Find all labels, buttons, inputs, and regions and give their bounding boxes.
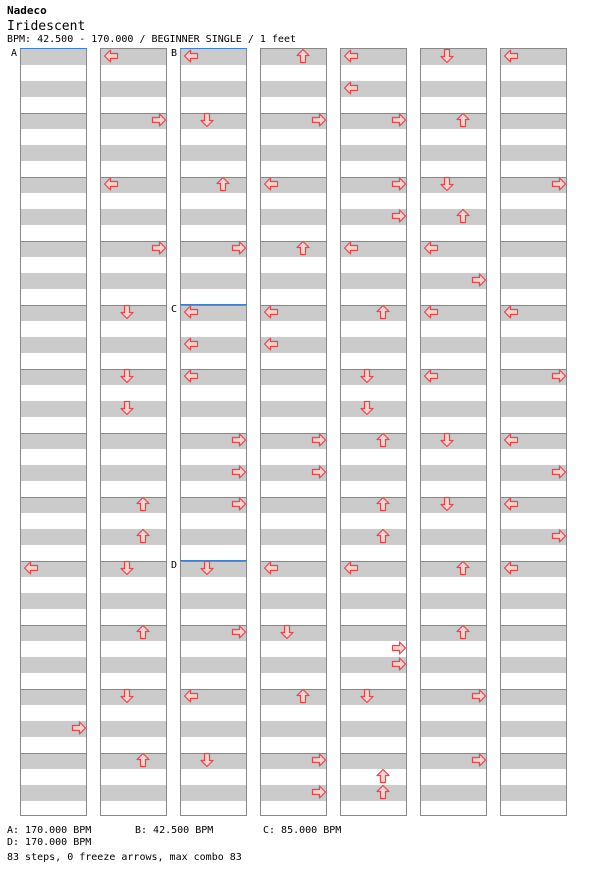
- beat-band: [501, 145, 566, 161]
- beat-band: [501, 113, 566, 129]
- beat-band: [341, 753, 406, 769]
- up-arrow-icon: [295, 48, 311, 64]
- beat-band: [181, 785, 246, 801]
- beat-band: [341, 785, 406, 801]
- down-arrow-icon: [359, 400, 375, 416]
- measure-line: [21, 625, 86, 626]
- left-arrow-icon: [183, 48, 199, 64]
- beat-band: [421, 113, 486, 129]
- beat-band: [501, 625, 566, 641]
- left-arrow-icon: [423, 304, 439, 320]
- beat-band: [21, 497, 86, 513]
- down-arrow-icon: [439, 48, 455, 64]
- beat-band: [421, 401, 486, 417]
- down-arrow-icon: [119, 304, 135, 320]
- up-arrow-icon: [455, 112, 471, 128]
- beat-band: [181, 529, 246, 545]
- beat-band: [21, 305, 86, 321]
- left-arrow-icon: [343, 240, 359, 256]
- right-arrow-icon: [231, 496, 247, 512]
- down-arrow-icon: [119, 368, 135, 384]
- measure-line: [341, 433, 406, 434]
- right-arrow-icon: [391, 176, 407, 192]
- beat-band: [261, 241, 326, 257]
- beat-band: [421, 465, 486, 481]
- left-arrow-icon: [263, 176, 279, 192]
- beat-band: [181, 657, 246, 673]
- beat-band: [101, 81, 166, 97]
- beat-band: [21, 433, 86, 449]
- measure-line: [261, 369, 326, 370]
- bpm-a-label: A: 170.000 BPM: [7, 825, 92, 836]
- beat-band: [261, 721, 326, 737]
- right-arrow-icon: [551, 528, 567, 544]
- beat-band: [261, 81, 326, 97]
- beat-band: [21, 337, 86, 353]
- bpm-c-label: C: 85.000 BPM: [263, 825, 342, 836]
- left-arrow-icon: [103, 176, 119, 192]
- beat-band: [21, 465, 86, 481]
- up-arrow-icon: [295, 240, 311, 256]
- left-arrow-icon: [263, 560, 279, 576]
- beat-band: [101, 753, 166, 769]
- left-arrow-icon: [343, 560, 359, 576]
- right-arrow-icon: [231, 464, 247, 480]
- left-arrow-icon: [423, 240, 439, 256]
- beat-band: [421, 657, 486, 673]
- right-arrow-icon: [231, 624, 247, 640]
- beat-band: [501, 273, 566, 289]
- up-arrow-icon: [135, 752, 151, 768]
- beat-band: [261, 689, 326, 705]
- right-arrow-icon: [551, 464, 567, 480]
- measure-line: [341, 497, 406, 498]
- bpm-section-marker: D: [171, 560, 178, 571]
- beat-band: [181, 721, 246, 737]
- beat-band: [181, 209, 246, 225]
- measure-line: [101, 497, 166, 498]
- up-arrow-icon: [455, 624, 471, 640]
- measure-line: [501, 113, 566, 114]
- down-arrow-icon: [119, 688, 135, 704]
- beat-band: [341, 337, 406, 353]
- measure-line: [21, 433, 86, 434]
- left-arrow-icon: [183, 304, 199, 320]
- right-arrow-icon: [311, 784, 327, 800]
- beat-band: [501, 689, 566, 705]
- right-arrow-icon: [311, 112, 327, 128]
- bpm-section-marker: B: [171, 48, 178, 59]
- left-arrow-icon: [183, 368, 199, 384]
- measure-line: [421, 625, 486, 626]
- measure-line: [21, 113, 86, 114]
- measure-line: [341, 305, 406, 306]
- beat-band: [101, 657, 166, 673]
- measure-line: [341, 625, 406, 626]
- right-arrow-icon: [231, 240, 247, 256]
- beat-band: [181, 177, 246, 193]
- left-arrow-icon: [183, 336, 199, 352]
- bpm-d-label: D: 170.000 BPM: [7, 837, 92, 848]
- beat-band: [341, 593, 406, 609]
- measure-line: [421, 113, 486, 114]
- beat-band: [181, 401, 246, 417]
- beat-band: [101, 273, 166, 289]
- measure-line: [21, 689, 86, 690]
- beat-band: [341, 625, 406, 641]
- beat-band: [21, 113, 86, 129]
- beat-band: [501, 721, 566, 737]
- beat-band: [261, 145, 326, 161]
- measure-line: [21, 753, 86, 754]
- beat-band: [261, 593, 326, 609]
- beat-band: [21, 273, 86, 289]
- beat-band: [261, 497, 326, 513]
- beat-band: [341, 721, 406, 737]
- left-arrow-icon: [103, 48, 119, 64]
- left-arrow-icon: [503, 432, 519, 448]
- left-arrow-icon: [503, 496, 519, 512]
- bpm-b-label: B: 42.500 BPM: [135, 825, 214, 836]
- beat-band: [501, 593, 566, 609]
- bpm-section-marker: C: [171, 304, 178, 315]
- right-arrow-icon: [151, 112, 167, 128]
- measure-line: [181, 177, 246, 178]
- beat-band: [101, 209, 166, 225]
- up-arrow-icon: [295, 688, 311, 704]
- beat-band: [501, 753, 566, 769]
- measure-line: [21, 497, 86, 498]
- step-stats: 83 steps, 0 freeze arrows, max combo 83: [7, 852, 242, 863]
- beat-band: [181, 81, 246, 97]
- down-arrow-icon: [199, 112, 215, 128]
- down-arrow-icon: [359, 368, 375, 384]
- measure-line: [261, 241, 326, 242]
- beat-band: [181, 593, 246, 609]
- chart-column: [20, 48, 87, 816]
- beat-band: [501, 657, 566, 673]
- beat-band: [261, 49, 326, 65]
- beat-band: [21, 593, 86, 609]
- left-arrow-icon: [423, 368, 439, 384]
- right-arrow-icon: [471, 752, 487, 768]
- beat-band: [341, 529, 406, 545]
- beat-band: [421, 529, 486, 545]
- beat-band: [181, 273, 246, 289]
- beat-band: [21, 657, 86, 673]
- beat-band: [261, 529, 326, 545]
- chart-info: BPM: 42.500 - 170.000 / BEGINNER SINGLE / 1 feet: [7, 34, 296, 45]
- right-arrow-icon: [391, 640, 407, 656]
- beat-band: [421, 209, 486, 225]
- beat-band: [421, 337, 486, 353]
- up-arrow-icon: [375, 496, 391, 512]
- beat-band: [21, 49, 86, 65]
- beat-band: [101, 465, 166, 481]
- up-arrow-icon: [455, 560, 471, 576]
- measure-line: [21, 369, 86, 370]
- left-arrow-icon: [343, 48, 359, 64]
- right-arrow-icon: [311, 752, 327, 768]
- right-arrow-icon: [311, 432, 327, 448]
- left-arrow-icon: [503, 560, 519, 576]
- beat-band: [341, 273, 406, 289]
- beat-band: [101, 497, 166, 513]
- beat-band: [501, 401, 566, 417]
- right-arrow-icon: [391, 112, 407, 128]
- beat-band: [21, 401, 86, 417]
- left-arrow-icon: [263, 336, 279, 352]
- beat-band: [421, 561, 486, 577]
- beat-band: [21, 625, 86, 641]
- beat-band: [101, 593, 166, 609]
- right-arrow-icon: [311, 464, 327, 480]
- bpm-change-line: [20, 48, 87, 49]
- measure-line: [21, 177, 86, 178]
- measure-line: [501, 753, 566, 754]
- beat-band: [261, 369, 326, 385]
- up-arrow-icon: [135, 528, 151, 544]
- left-arrow-icon: [183, 688, 199, 704]
- measure-line: [341, 753, 406, 754]
- beat-band: [421, 145, 486, 161]
- beat-band: [261, 273, 326, 289]
- beat-band: [501, 785, 566, 801]
- up-arrow-icon: [375, 304, 391, 320]
- up-arrow-icon: [135, 624, 151, 640]
- measure-line: [101, 753, 166, 754]
- measure-line: [21, 241, 86, 242]
- right-arrow-icon: [151, 240, 167, 256]
- up-arrow-icon: [375, 528, 391, 544]
- left-arrow-icon: [23, 560, 39, 576]
- beat-band: [341, 145, 406, 161]
- song-title: Iridescent: [7, 19, 86, 34]
- down-arrow-icon: [199, 752, 215, 768]
- beat-band: [101, 625, 166, 641]
- beat-band: [261, 209, 326, 225]
- beat-band: [101, 337, 166, 353]
- measure-line: [501, 689, 566, 690]
- beat-band: [501, 209, 566, 225]
- up-arrow-icon: [215, 176, 231, 192]
- right-arrow-icon: [471, 688, 487, 704]
- measure-line: [261, 689, 326, 690]
- up-arrow-icon: [455, 208, 471, 224]
- beat-band: [341, 305, 406, 321]
- beat-band: [101, 433, 166, 449]
- beat-band: [21, 241, 86, 257]
- beat-band: [101, 721, 166, 737]
- right-arrow-icon: [391, 208, 407, 224]
- up-arrow-icon: [375, 768, 391, 784]
- down-arrow-icon: [119, 560, 135, 576]
- beat-band: [101, 529, 166, 545]
- right-arrow-icon: [471, 272, 487, 288]
- left-arrow-icon: [343, 80, 359, 96]
- left-arrow-icon: [503, 304, 519, 320]
- beat-band: [101, 145, 166, 161]
- measure-line: [501, 625, 566, 626]
- beat-band: [21, 209, 86, 225]
- down-arrow-icon: [119, 400, 135, 416]
- right-arrow-icon: [231, 432, 247, 448]
- measure-line: [101, 433, 166, 434]
- beat-band: [421, 785, 486, 801]
- up-arrow-icon: [375, 432, 391, 448]
- measure-line: [101, 625, 166, 626]
- beat-band: [21, 753, 86, 769]
- beat-band: [21, 689, 86, 705]
- beat-band: [181, 145, 246, 161]
- measure-line: [261, 497, 326, 498]
- beat-band: [501, 241, 566, 257]
- beat-band: [21, 145, 86, 161]
- up-arrow-icon: [135, 496, 151, 512]
- beat-band: [421, 625, 486, 641]
- beat-band: [21, 81, 86, 97]
- bpm-section-marker: A: [11, 48, 18, 59]
- down-arrow-icon: [279, 624, 295, 640]
- down-arrow-icon: [439, 176, 455, 192]
- beat-band: [501, 337, 566, 353]
- right-arrow-icon: [71, 720, 87, 736]
- down-arrow-icon: [199, 560, 215, 576]
- left-arrow-icon: [503, 48, 519, 64]
- left-arrow-icon: [263, 304, 279, 320]
- measure-line: [421, 561, 486, 562]
- beat-band: [421, 81, 486, 97]
- beat-band: [261, 401, 326, 417]
- beat-band: [21, 785, 86, 801]
- up-arrow-icon: [375, 784, 391, 800]
- right-arrow-icon: [391, 656, 407, 672]
- right-arrow-icon: [551, 176, 567, 192]
- beat-band: [21, 529, 86, 545]
- beat-band: [421, 593, 486, 609]
- beat-band: [341, 465, 406, 481]
- beat-band: [21, 369, 86, 385]
- down-arrow-icon: [439, 496, 455, 512]
- beat-band: [341, 497, 406, 513]
- beat-band: [101, 785, 166, 801]
- measure-line: [21, 305, 86, 306]
- beat-band: [261, 657, 326, 673]
- artist-name: Nadeco: [7, 4, 47, 17]
- down-arrow-icon: [439, 432, 455, 448]
- beat-band: [21, 177, 86, 193]
- beat-band: [421, 721, 486, 737]
- beat-band: [341, 433, 406, 449]
- right-arrow-icon: [551, 368, 567, 384]
- down-arrow-icon: [359, 688, 375, 704]
- measure-line: [501, 241, 566, 242]
- beat-band: [501, 81, 566, 97]
